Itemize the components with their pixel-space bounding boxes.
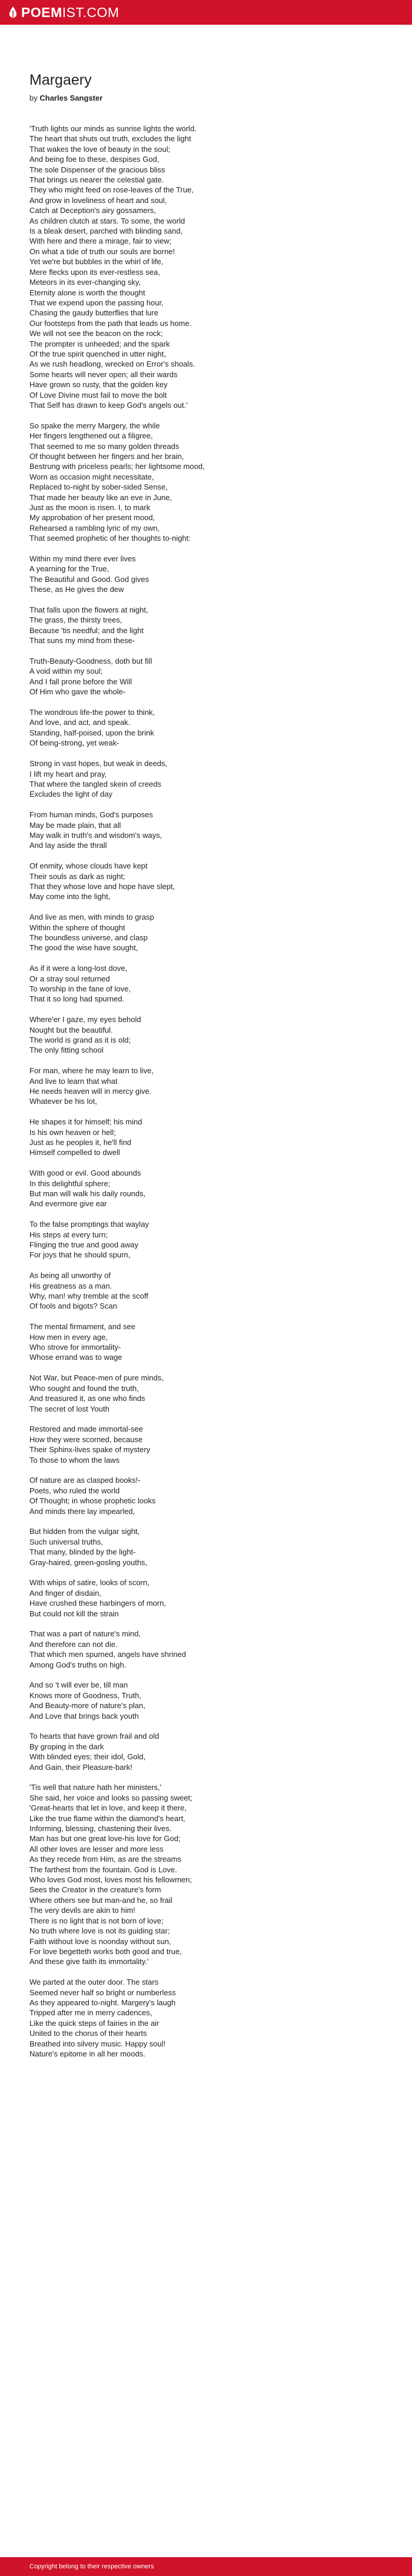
poem-line: The Beautiful and Good. God gives [29, 574, 149, 584]
poem-line: Within my mind there ever lives [29, 554, 136, 564]
poem-line: From human minds, God's purposes [29, 810, 153, 820]
stanza [29, 1270, 383, 1312]
stanza [29, 1066, 383, 1107]
poem-line: And minds there lay impearled, [29, 1506, 135, 1516]
poem-line: Man has but one great love-his love for God; [29, 1834, 181, 1843]
poem-line: Meteors in its ever-changing sky, [29, 278, 141, 287]
poem-line: Whatever be his lot, [29, 1097, 97, 1106]
poem-line: Catch at Deception's airy gossamers, [29, 206, 156, 215]
stanza [29, 1977, 383, 2059]
poem-line: And live as men, with minds to grasp [29, 913, 154, 922]
poem-line: That suns my mind from these- [29, 636, 135, 645]
stanza [29, 1629, 383, 1670]
poem-line: Nought but the beautiful. [29, 1025, 113, 1034]
poem-line: My approbation of her present mood, [29, 513, 155, 522]
quill-drop-icon [8, 6, 18, 19]
poem-line: He shapes it for himself; his mind [29, 1117, 142, 1127]
poem-line: Is a bleak desert, parched with blinding sand, [29, 227, 183, 236]
poem-line: That was a part of nature's mind, [29, 1629, 141, 1639]
poem-title: Margaery [29, 72, 92, 88]
poem-line: And being foe to these, despises God, [29, 155, 160, 164]
poem-line: As if it were a long-lost dove, [29, 964, 128, 973]
poem-line: Some hearts will never open; all their wards [29, 370, 178, 379]
poem-line: I lift my heart and pray, [29, 769, 107, 778]
poem-line: We will not see the beacon on the rock; [29, 329, 163, 338]
poem-line: Flinging the true and good away [29, 1240, 139, 1250]
stanza [29, 1168, 383, 1209]
poem-line: But could not kill the strain [29, 1609, 119, 1618]
poem-line: The farthest from the fountain. God is Love. [29, 1865, 177, 1874]
poem-line: For man, where he may learn to live, [29, 1066, 154, 1076]
poem-line: Faith without love is noonday without sun, [29, 1936, 171, 1946]
poem-line: And treasured it, as one who finds [29, 1394, 145, 1403]
poem-line: And lay aside the thrall [29, 841, 107, 850]
poem-line: Not War, but Peace-men of pure minds, [29, 1373, 164, 1383]
poem-line: And so 't will ever be, till man [29, 1680, 128, 1690]
poem-line: To hearts that have grown frail and old [29, 1732, 160, 1741]
poem-line: 'Truth lights our minds as sunrise lights the world. [29, 124, 197, 133]
stanza [29, 1782, 383, 1966]
poem-line: How they were scorned, because [29, 1435, 143, 1444]
stanza [29, 912, 383, 953]
poem-line: Breathed into silvery music. Happy soul! [29, 2039, 166, 2048]
poem-line: May walk in truth's and wisdom's ways, [29, 830, 162, 840]
poem-line: The heart that shuts out truth, excludes the light [29, 134, 191, 144]
poem-line: But hidden from the vulgar sight, [29, 1527, 140, 1536]
poem-line: How men in every age, [29, 1332, 108, 1342]
by-label: by [29, 94, 38, 102]
poem-line: Truth-Beauty-Goodness, doth but fill [29, 657, 152, 666]
stanza [29, 1731, 383, 1772]
poem-line: With here and there a mirage, fair to view; [29, 237, 172, 246]
poem-line: Of Him who gave the whole- [29, 687, 126, 697]
poem-line: That we expend upon the passing hour, [29, 298, 164, 307]
poem-line: She said, her voice and looks so passing sweet; [29, 1793, 192, 1802]
poem-line: Yet we're but bubbles in the whirl of life, [29, 257, 164, 267]
stanza [29, 707, 383, 748]
poem-line: As children clutch at stars. To some, the world [29, 216, 185, 225]
copyright-text: Copyright belong to their respective owners [29, 2563, 154, 2570]
poem-line: By groping in the dark [29, 1742, 104, 1751]
poem-line: A void within my soul; [29, 667, 103, 676]
poem-line: That many, blinded by the light- [29, 1547, 136, 1557]
poem-line: With whips of satire, looks of scorn, [29, 1578, 149, 1587]
stanza [29, 421, 383, 544]
poem-line: 'Great-hearts that let in love, and keep it there, [29, 1803, 187, 1813]
stanza [29, 1014, 383, 1056]
poem-line: And Love that brings back youth [29, 1711, 139, 1720]
stanza [29, 1424, 383, 1465]
poem-line: Eternity alone is worth the thought [29, 288, 145, 297]
poem-line: Restored and made immortal-see [29, 1425, 143, 1434]
poem-line: United to the chorus of their hearts [29, 2029, 147, 2038]
poem-line: Of being-strong, yet weak- [29, 738, 119, 748]
poem-line: To worship in the fane of love, [29, 984, 131, 993]
poem-line: That seemed prophetic of her thoughts to-night: [29, 534, 191, 543]
poem-line: Among God's truths on high. [29, 1660, 127, 1669]
poem-line: Seemed never half so bright or numberless [29, 1988, 176, 1997]
poem-line: Just as he peoples it, he'll find [29, 1138, 132, 1147]
poem-line: With good or evil. Good abounds [29, 1169, 141, 1178]
poem-line: The mental firmament, and see [29, 1322, 135, 1332]
poem-line: Where'er I gaze, my eyes behold [29, 1015, 141, 1024]
poem-line: Just as the moon is risen. I, to mark [29, 503, 151, 512]
poem-line: The good the wise have sought, [29, 943, 138, 953]
poem-line: Chasing the gaudy butterflies that lure [29, 308, 158, 318]
poem-line: That brings us nearer the celestial gate. [29, 175, 164, 185]
poem-line: That seemed to me so many golden threads [29, 441, 180, 451]
poem-line: His steps at every turn; [29, 1230, 108, 1239]
poem-line: And these give faith its immortality.' [29, 1957, 149, 1966]
poem-line: They who might feed on rose-leaves of the True, [29, 185, 194, 195]
poem-line: And live to learn that what [29, 1076, 118, 1086]
poem-line: Of enmity, whose clouds have kept [29, 861, 148, 871]
stanza [29, 1373, 383, 1414]
stanza [29, 861, 383, 902]
poem-line: Tripped after me in merry cadences, [29, 2008, 152, 2018]
poem-line: Whose errand was to wage [29, 1353, 122, 1362]
poem-line: Strong in vast hopes, but weak in deeds, [29, 759, 168, 768]
stanza [29, 554, 383, 595]
poem-line: Or a stray soul returned [29, 974, 110, 983]
poem-line: Why, man! why tremble at the scoff [29, 1292, 148, 1301]
poem-line: The world is grand as it is old; [29, 1035, 131, 1044]
poem-line: 'Tis well that nature hath her ministers,' [29, 1783, 162, 1792]
poem-line: The sole Dispenser of the gracious bliss [29, 165, 165, 174]
poem-line: All other loves are lesser and more less [29, 1844, 164, 1853]
poem-line: The grass, the thirsty trees, [29, 615, 122, 625]
poem-line: The very devils are akin to him! [29, 1906, 135, 1915]
poem-line: The secret of lost Youth [29, 1404, 109, 1413]
poem-line: Their souls as dark as night; [29, 871, 125, 881]
poem-line: Such universal truths, [29, 1537, 104, 1546]
poem-line: As we rush headlong, wrecked on Error's shoals. [29, 360, 195, 369]
logo-bold: POEM [21, 4, 62, 20]
poem-line: Of thought between her fingers and her brain, [29, 451, 184, 461]
poem-line: No truth where love is not its guiding star; [29, 1926, 170, 1936]
poem-line: Have grown so rusty, that the golden key [29, 380, 168, 390]
stanza [29, 656, 383, 697]
poem-line: Mere flecks upon its ever-restless sea, [29, 267, 160, 277]
stanza [29, 963, 383, 1004]
poem-line: Of nature are as clasped books!- [29, 1476, 141, 1485]
stanza [29, 1219, 383, 1260]
logo-light: IST.COM [62, 4, 119, 20]
poem-line: On what a tide of truth our souls are borne! [29, 247, 175, 256]
poem-line: The boundless universe, and clasp [29, 933, 148, 942]
poem-line: That they whose love and hope have slept, [29, 881, 175, 891]
stanza [29, 758, 383, 800]
poem-line: That wakes the love of beauty in the soul; [29, 144, 171, 154]
poem-line: For love begetteth works both good and true, [29, 1946, 182, 1956]
poem-line: Who loves God most, loves most his fellowmen; [29, 1875, 192, 1885]
poem-body [29, 124, 383, 2059]
poem-line: Rehearsed a rambling lyric of my own, [29, 523, 160, 532]
poem-line: Because 'tis needful; and the light [29, 625, 144, 635]
poem-line: Who sought and found the truth, [29, 1383, 139, 1393]
poem-line: We parted at the outer door. The stars [29, 1978, 159, 1987]
poem-line: And Gain, their Pleasure-bark! [29, 1762, 132, 1772]
poem-line: Our footsteps from the path that leads us home. [29, 318, 192, 328]
poem-line: Of the true spirit quenched in utter night, [29, 349, 166, 358]
poem-line: Bestrung with priceless pearls; her lightsome mood, [29, 462, 205, 471]
poem-line: That falls upon the flowers at night, [29, 605, 148, 615]
stanza [29, 1475, 383, 1516]
poem-line: To the false promptings that waylay [29, 1220, 149, 1229]
poem-line: Is his own heaven or hell; [29, 1127, 116, 1137]
poem-line: That which men spurned, angels have shrined [29, 1650, 186, 1659]
poem-line: Where others see but man-and he, so frail [29, 1895, 172, 1905]
byline [29, 94, 383, 102]
stanza [29, 1117, 383, 1158]
poem-line: Replaced to-night by sober-sided Sense, [29, 482, 168, 492]
poem-line: Their Sphinx-lives spake of mystery [29, 1445, 151, 1455]
stanza [29, 1680, 383, 1721]
poem-line: His greatness as a man. [29, 1281, 112, 1290]
poem-line: Within the sphere of thought [29, 923, 125, 932]
poem-line: That Self has drawn to keep God's angels out.' [29, 400, 188, 410]
stanza [29, 1322, 383, 1363]
poem-line: He needs heaven will in mercy give. [29, 1087, 152, 1096]
poem-line: Like the true flame within the diamond's heart, [29, 1813, 185, 1823]
poem-line: And therefore can not die. [29, 1639, 118, 1649]
home-link[interactable] [8, 5, 119, 21]
poem-line: Of Love Divine must fail to move the bolt [29, 390, 167, 400]
poem-line: The wondrous life-the power to think, [29, 708, 155, 717]
poem-line: For joys that he should spurn, [29, 1250, 131, 1260]
poem-line: A yearning for the True, [29, 564, 109, 574]
poem-line: As being all unworthy of [29, 1271, 111, 1280]
poem-line: To those to whom the laws [29, 1455, 120, 1465]
poem-line: Sees the Creator in the creature's form [29, 1885, 161, 1895]
site-header [0, 0, 412, 25]
stanza [29, 1526, 383, 1567]
poem-line: Her fingers lengthened out a filigree, [29, 431, 153, 441]
poem-line: Like the quick steps of fairies in the air [29, 2018, 160, 2028]
poem-line: So spake the merry Margery, the while [29, 421, 160, 430]
poem-line: The prompter is unheeded; and the spark [29, 339, 170, 348]
poem-line: As they appeared to-night. Margery's laugh [29, 1998, 176, 2007]
poem-line: Have crushed these harbingers of morn, [29, 1599, 166, 1608]
author-link[interactable]: Charles Sangster [39, 94, 103, 102]
poem-line: As they recede from Him, as are the streams [29, 1855, 181, 1864]
poem-page [0, 25, 412, 2059]
poem-line: In this delightful sphere; [29, 1179, 111, 1188]
stanza [29, 605, 383, 646]
poem-line: Informing, blessing, chastening their lives. [29, 1824, 172, 1833]
poem-line: That it so long had spurned. [29, 994, 125, 1004]
poem-line: There is no light that is not born of love; [29, 1916, 164, 1925]
poem-line: And I fall prone before the Will [29, 677, 132, 686]
poem-line: May come into the light, [29, 892, 111, 901]
poem-line: With blinded eyes; their idol, Gold, [29, 1752, 146, 1762]
poem-line: Of fools and bigots? Scan [29, 1302, 117, 1311]
poem-line: And grow in loveliness of heart and soul, [29, 195, 167, 205]
poem-line: And finger of disdain, [29, 1588, 102, 1597]
stanza [29, 124, 383, 410]
poem-line: That where the tangled skein of creeds [29, 779, 162, 788]
poem-line: But man will walk his daily rounds, [29, 1189, 146, 1199]
poem-line: Poets, who ruled the world [29, 1486, 120, 1495]
poem-line: The only fitting school [29, 1046, 104, 1055]
poem-line: Nature's epitome in all her moods. [29, 2049, 145, 2058]
poem-line: Gray-haired, green-gosling youths, [29, 1557, 148, 1567]
poem-line: May be made plain, that all [29, 820, 121, 830]
poem-line: Knows more of Goodness, Truth, [29, 1690, 142, 1700]
site-logo [21, 5, 119, 21]
poem-line: Who strove for immortality- [29, 1343, 121, 1352]
poem-line: Standing, half-poised, upon the brink [29, 728, 154, 737]
poem-line: Excludes the light of day [29, 790, 112, 799]
poem-line: Of Thought; in whose prophetic looks [29, 1496, 156, 1506]
stanza [29, 810, 383, 851]
stanza [29, 1577, 383, 1619]
poem-line: These, as He gives the dew [29, 585, 124, 594]
poem-line: And Beauty-more of nature's plan, [29, 1701, 145, 1710]
poem-line: Worn as occasion might necessitate, [29, 472, 154, 481]
site-footer [0, 2557, 412, 2576]
poem-line: And love, and act, and speak. [29, 718, 131, 727]
poem-line: Himself compelled to dwell [29, 1148, 120, 1157]
poem-line: That made her beauty like an eve in June, [29, 492, 172, 502]
poem-line: And evermore give ear [29, 1199, 107, 1209]
